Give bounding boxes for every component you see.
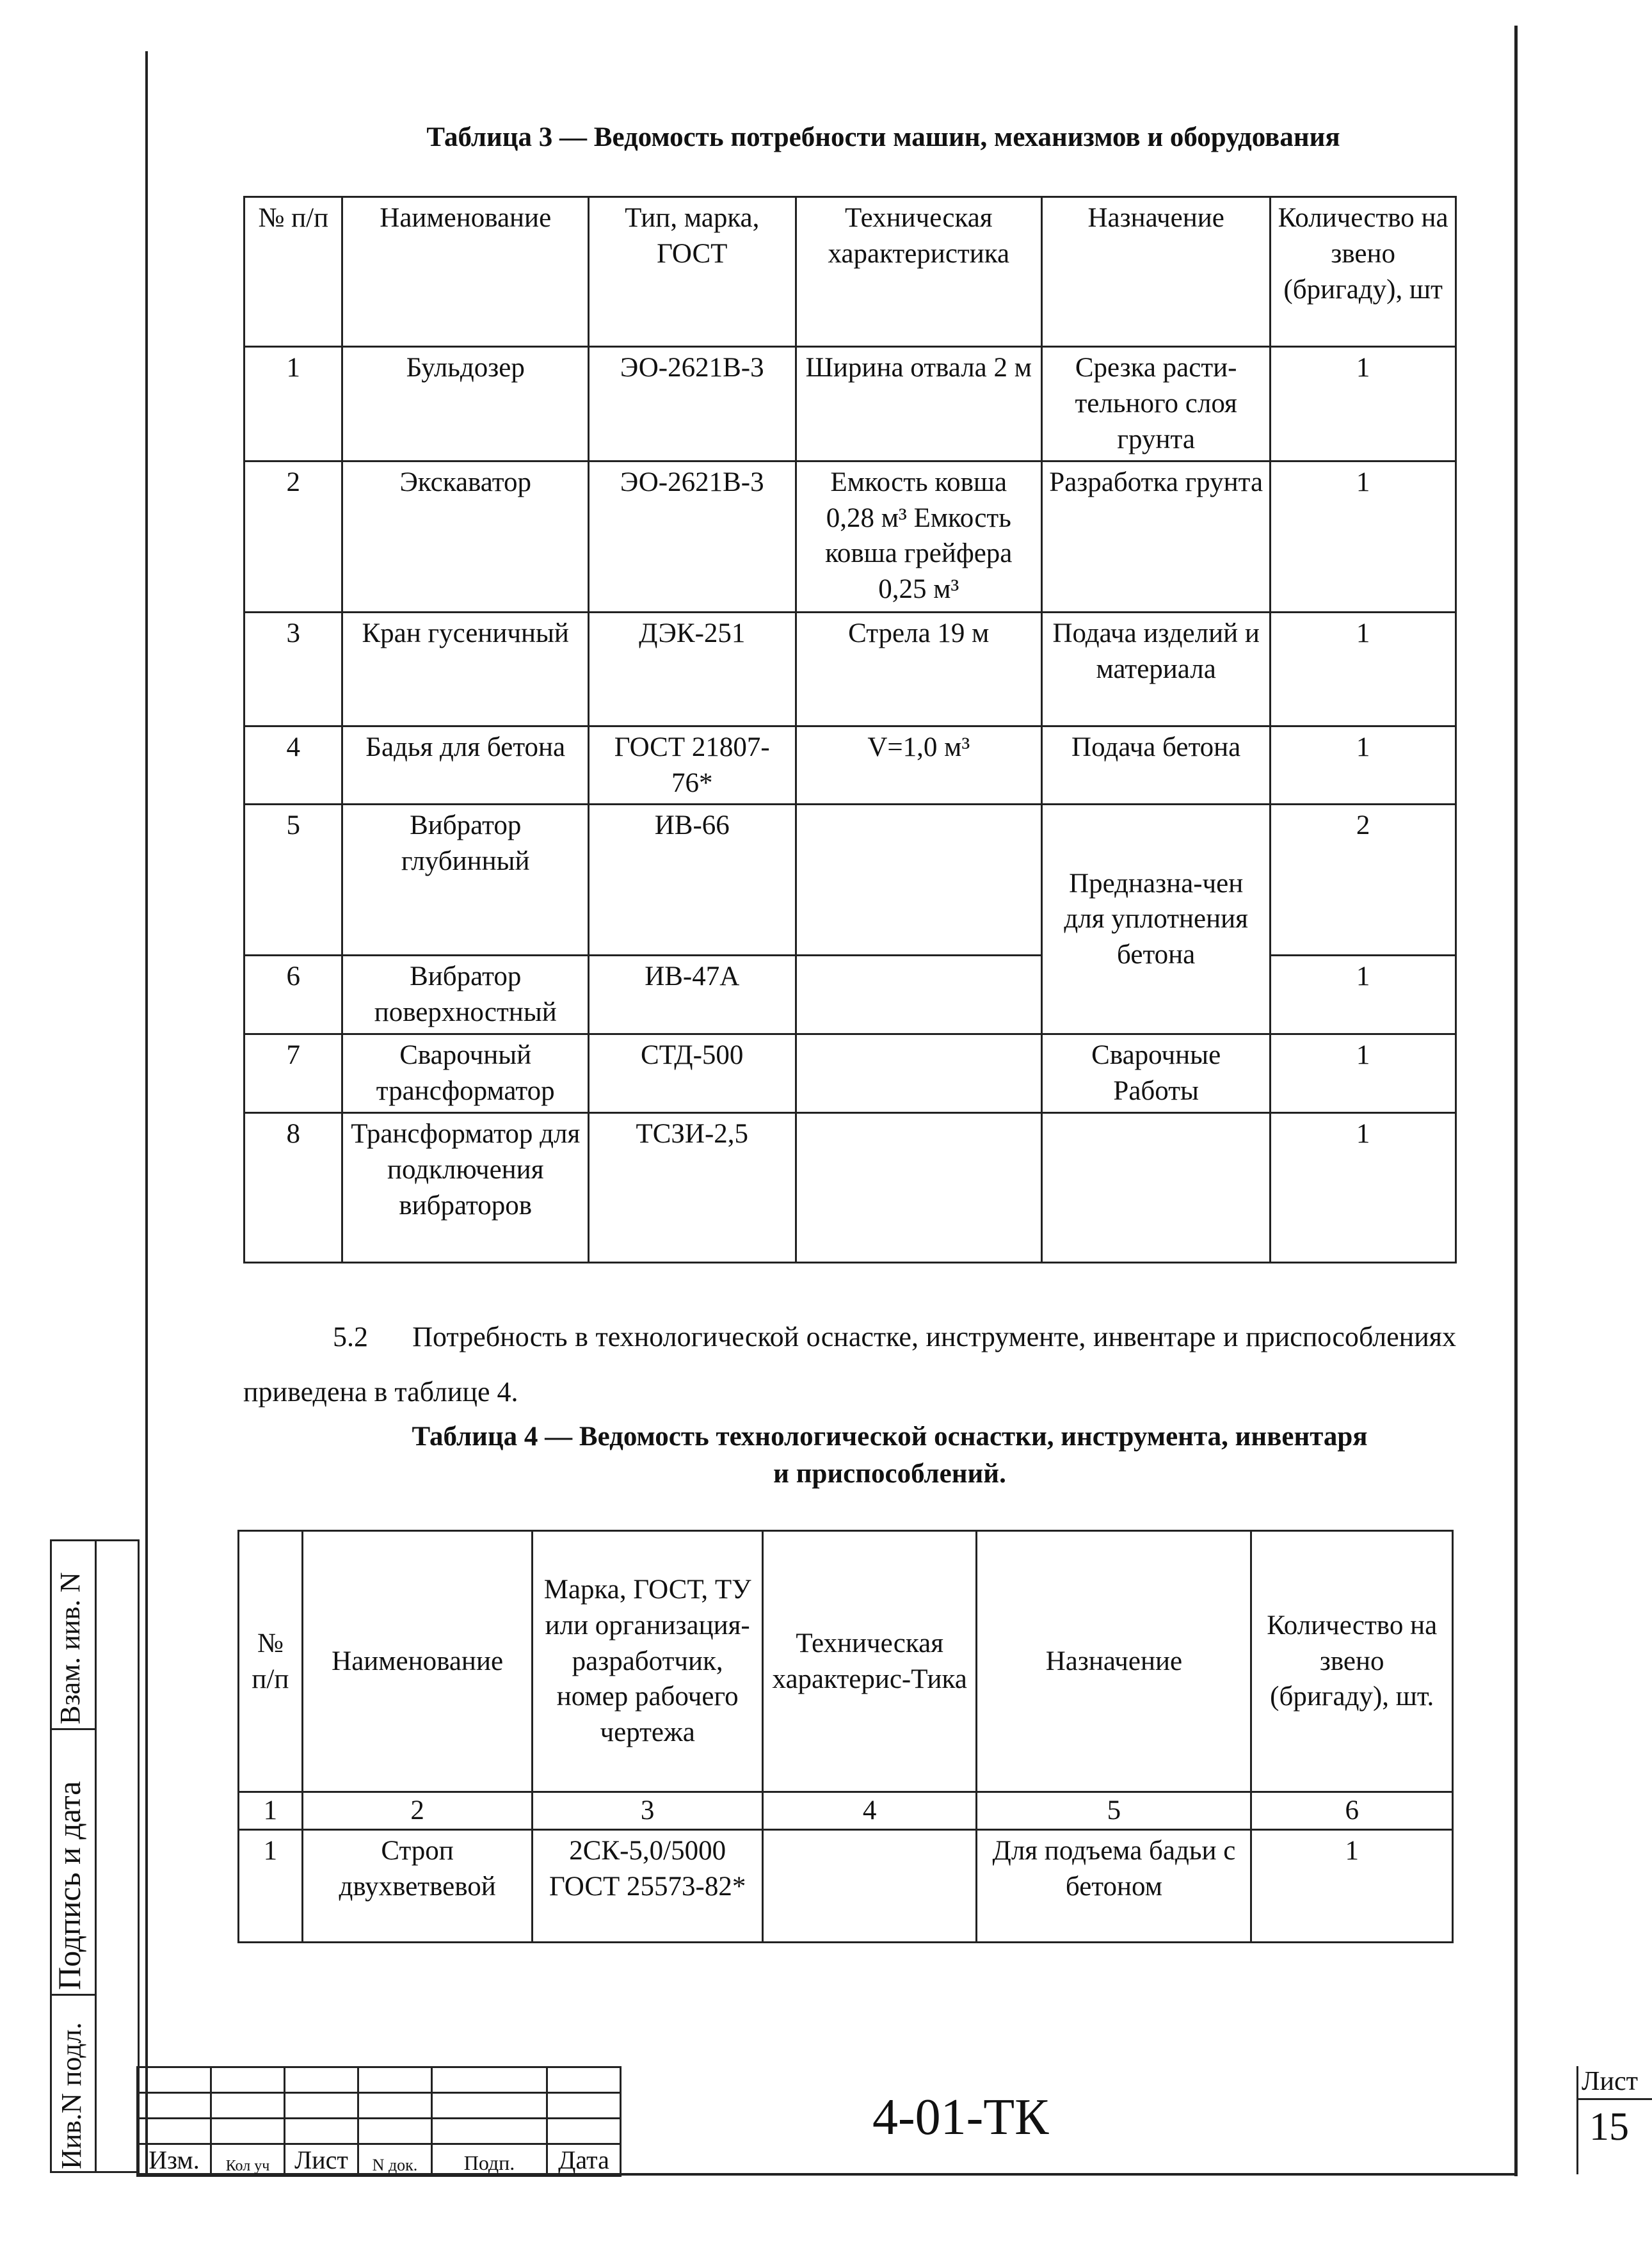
table4 — [237, 1530, 1454, 1943]
table-cell: ИВ-66 — [588, 805, 796, 956]
document-code: 4-01-ТК — [872, 2089, 1049, 2146]
table3-header-cell: Техническая характеристика — [796, 197, 1042, 347]
table-cell — [1042, 1113, 1271, 1263]
paragraph-number: 5.2 — [333, 1321, 368, 1352]
table-cell: Подача изделий и материала — [1042, 612, 1271, 726]
table4-header-cell: Техническая характерис-Тика — [762, 1531, 977, 1792]
side-label-vzam: Взам. иив. N — [54, 1572, 86, 1724]
side-label-inv: Иив.N подл. — [56, 2022, 87, 2169]
table-cell: 2СК-5,0/5000 ГОСТ 25573-82* — [533, 1829, 762, 1942]
table-cell: 1 — [1271, 347, 1456, 461]
table-cell: ТСЗИ-2,5 — [588, 1113, 796, 1263]
table4-header-cell: Марка, ГОСТ, ТУ или организация-разработчик, номер рабочего чертежа — [533, 1531, 762, 1792]
table-row — [245, 1113, 1456, 1263]
column-number: 5 — [977, 1792, 1251, 1830]
table-cell-merged: Предназна-чен для уплотнения бетона — [1042, 805, 1271, 1034]
paragraph-text: Потребность в технологической оснастке, инструменте, инвентаре и приспособлениях приведена в таблице 4. — [243, 1321, 1456, 1408]
table4-header-cell: № п/п — [239, 1531, 303, 1792]
column-label-data: Дата — [547, 2144, 621, 2176]
side-cell-inv — [52, 1996, 95, 2173]
sheet-divider — [1576, 2098, 1652, 2100]
table-cell: Экскаватор — [342, 461, 589, 612]
table3-header-cell: Тип, марка, ГОСТ — [588, 197, 796, 347]
table-cell: Стрела 19 м — [796, 612, 1042, 726]
table-row — [245, 612, 1456, 726]
table-cell — [796, 1034, 1042, 1113]
column-label-izm: Изм. — [138, 2144, 211, 2176]
side-stamp-divider — [95, 1541, 97, 2171]
table3-header-cell: Количество на звено (бригаду), шт — [1271, 197, 1456, 347]
column-number: 1 — [239, 1792, 303, 1830]
table-cell: 6 — [245, 956, 342, 1034]
table-cell: Кран гусеничный — [342, 612, 589, 726]
table-cell: ГОСТ 21807-76* — [588, 726, 796, 805]
table-cell: Срезка расти-тельного слоя грунта — [1042, 347, 1271, 461]
table4-header-cell: Назначение — [977, 1531, 1251, 1792]
table-cell — [762, 1829, 977, 1942]
table-cell: Ширина отвала 2 м — [796, 347, 1042, 461]
table-cell: Бульдозер — [342, 347, 589, 461]
table-cell: 1 — [1271, 612, 1456, 726]
table-cell: ЭО-2621В-3 — [588, 461, 796, 612]
table-cell: 1 — [245, 347, 342, 461]
table-cell: Разработка грунта — [1042, 461, 1271, 612]
table-cell: Вибратор поверхностный — [342, 956, 589, 1034]
column-label-ndok: N док. — [358, 2144, 432, 2176]
table-cell: 1 — [1271, 956, 1456, 1034]
table-row — [245, 805, 1456, 956]
table-cell: Строп двухветвевой — [302, 1829, 533, 1942]
table-cell: 1 — [239, 1829, 303, 1942]
page-frame-left — [145, 51, 148, 2176]
table4-caption-line2: и приспособлений. — [773, 1459, 1006, 1489]
table-cell: СТД-500 — [588, 1034, 796, 1113]
sheet-label: Лист — [1582, 2067, 1638, 2096]
table4-header-cell: Количество на звено (бригаду), шт. — [1251, 1531, 1453, 1792]
table-cell: Бадья для бетона — [342, 726, 589, 805]
table-cell: 1 — [1251, 1829, 1453, 1942]
table-row — [245, 1034, 1456, 1113]
table-cell: Трансформатор для подключения вибраторов — [342, 1113, 589, 1263]
table-cell: 7 — [245, 1034, 342, 1113]
table-cell: 8 — [245, 1113, 342, 1263]
table-cell: 2 — [245, 461, 342, 612]
table-cell: ИВ-47А — [588, 956, 796, 1034]
title-block — [136, 2066, 1638, 2176]
table-row — [245, 461, 1456, 612]
side-cell-vzam — [52, 1541, 95, 1730]
table-row — [245, 347, 1456, 461]
table-cell: Вибратор глубинный — [342, 805, 589, 956]
table3-header-cell: Наименование — [342, 197, 589, 347]
table-row — [245, 956, 1456, 1034]
table-cell: 4 — [245, 726, 342, 805]
table-cell: Для подъема бадьи с бетоном — [977, 1829, 1251, 1942]
page-frame-right — [1514, 26, 1518, 2176]
table-cell: 1 — [1271, 1113, 1456, 1263]
column-label-list: Лист — [285, 2144, 358, 2176]
table-cell: ЭО-2621В-3 — [588, 347, 796, 461]
title-block-grid — [136, 2066, 622, 2177]
table-cell — [796, 805, 1042, 956]
table3-header-cell: Назначение — [1042, 197, 1271, 347]
table-cell: Емкость ковша 0,28 м³ Емкость ковша грейфера 0,25 м³ — [796, 461, 1042, 612]
table3-header-cell: № п/п — [245, 197, 342, 347]
side-stamp — [50, 1539, 140, 2173]
table3 — [243, 196, 1457, 1263]
column-number: 4 — [762, 1792, 977, 1830]
table-cell: Сварочный трансформатор — [342, 1034, 589, 1113]
table3-caption: Таблица 3 — Ведомость потребности машин, механизмов и оборудования — [426, 122, 1340, 152]
column-number: 6 — [1251, 1792, 1453, 1830]
table-row — [245, 726, 1456, 805]
table-cell: 1 — [1271, 1034, 1456, 1113]
table-cell: 3 — [245, 612, 342, 726]
table-cell: 5 — [245, 805, 342, 956]
column-number: 2 — [302, 1792, 533, 1830]
table-cell: Подача бетона — [1042, 726, 1271, 805]
table-cell: V=1,0 м³ — [796, 726, 1042, 805]
table4-header-row — [239, 1531, 1453, 1792]
side-label-podpis: Подпись и дата — [51, 1781, 87, 1990]
sheet-number: 15 — [1589, 2105, 1629, 2149]
column-label-podp: Подп. — [432, 2144, 547, 2176]
table-cell: 2 — [1271, 805, 1456, 956]
table4-header-cell: Наименование — [302, 1531, 533, 1792]
title-block-labels-row — [138, 2144, 621, 2176]
section-5-2-paragraph — [243, 1310, 1456, 1420]
column-number: 3 — [533, 1792, 762, 1830]
side-cell-podpis — [52, 1730, 95, 1996]
table-cell: 1 — [1271, 726, 1456, 805]
table-cell — [796, 956, 1042, 1034]
table-row — [239, 1829, 1453, 1942]
table4-caption-line1: Таблица 4 — Ведомость технологической оснастки, инструмента, инвентаря — [412, 1422, 1368, 1452]
table-cell: ДЭК-251 — [588, 612, 796, 726]
table4-column-numbers-row — [239, 1792, 1453, 1830]
table3-header-row — [245, 197, 1456, 347]
table-cell: Сварочные Работы — [1042, 1034, 1271, 1113]
column-label-kol: Кол уч — [211, 2144, 285, 2176]
table-cell: 1 — [1271, 461, 1456, 612]
table-cell — [796, 1113, 1042, 1263]
